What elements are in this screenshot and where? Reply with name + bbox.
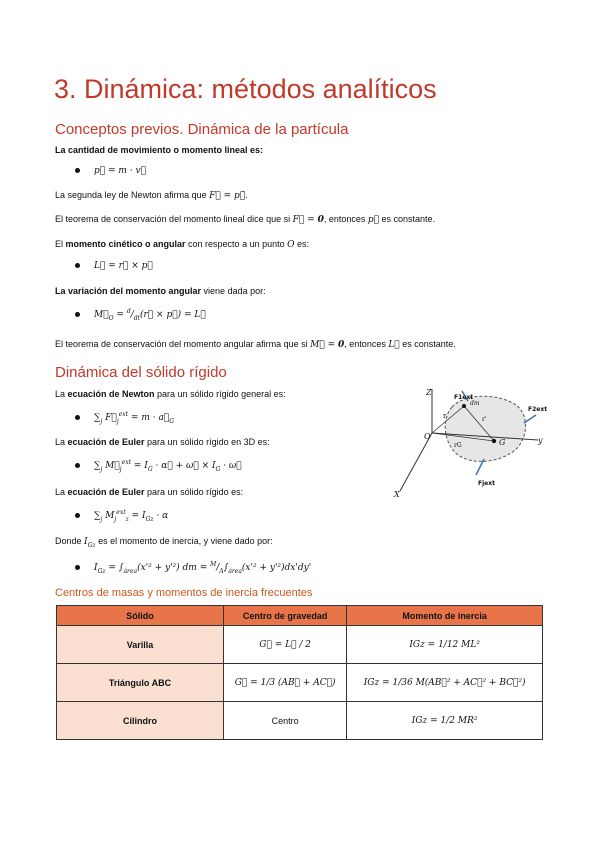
label-rg: rG	[454, 442, 462, 449]
text-conservacion-angular: El teorema de conservación del momento angular afirma que si M⃗ = 0, entonces L⃗ es constante.	[55, 339, 456, 350]
row-cg: G⃗ = 1/3 (AB⃗ + AC⃗)	[224, 664, 347, 702]
col-centro: Centro de gravedad	[224, 606, 347, 626]
text-momento-inercia: Donde $I_{Gz}$ es el momento de inercia, y viene dado por:	[55, 536, 273, 549]
text-conservacion-lineal: El teorema de conservación del momento lineal dice que si F⃗ = 0, entonces p⃗ es constante.	[55, 214, 436, 225]
text-variacion-momento: La variación del momento angular viene dada por:	[55, 286, 266, 296]
text-momento-lineal: La cantidad de movimiento o momento lineal es:	[55, 145, 264, 155]
text-momento-cinetico: El momento cinético o angular con respecto a un punto O es:	[55, 239, 310, 250]
label-rp: r'	[482, 416, 487, 423]
row-cg: Centro	[224, 702, 347, 740]
text-ecuacion-euler: La ecuación de Euler para un sólido rígido es:	[55, 487, 244, 497]
eq-euler: $\sum_j$ $M_j^{ext}_z = I_{Gz} \cdot \alpha$	[75, 509, 168, 523]
inertia-table	[56, 605, 543, 740]
section-heading-particle: Conceptos previos. Dinámica de la partícula	[55, 121, 349, 138]
text-ecuacion-euler-3d: La ecuación de Euler para un sólido rígido en 3D es:	[55, 437, 270, 447]
eq-momento-angular: L⃗ = r⃗ × p⃗	[75, 261, 153, 271]
rigid-body-diagram	[390, 385, 550, 503]
eq-momento-inercia: $I_{Gz} = \int_{área}(x'^2 + y'^2)$ dm = $^M/_A\int_{área}(x'^2 + y'^2)dx'dy'$	[75, 561, 311, 575]
label-x: X	[394, 490, 400, 499]
label-f1: F1ext	[454, 394, 474, 401]
row-cg: G⃗ = L⃗ / 2	[224, 626, 347, 664]
eq-euler-3d: $\sum_j$ $M⃗_j^{ext} = I_G$ · α⃗ + ω⃗ × $I_G$ · ω⃗	[75, 459, 242, 473]
label-origin: O	[424, 432, 431, 441]
label-g: G	[499, 438, 506, 447]
label-y: y	[538, 436, 543, 445]
label-dm: dm	[470, 400, 480, 407]
eq-variacion-momento: $M⃗_O$ = $^d/_{dt}(r⃗$ × p⃗) = L⃗̇	[75, 308, 206, 322]
page-title: 3. Dinámica: métodos analíticos	[54, 74, 437, 104]
label-fj: Fjext	[478, 480, 495, 487]
eq-newton: $\sum_j$ $F⃗_j^{ext} = m$ · $a⃗_G$	[75, 411, 174, 425]
section-heading-rigid: Dinámica del sólido rígido	[55, 364, 227, 381]
col-solido: Sólido	[57, 606, 224, 626]
text-segunda-ley: La segunda ley de Newton afirma que F⃗ = p⃗̇.	[55, 190, 248, 201]
row-name: Triángulo ABC	[57, 664, 224, 702]
label-r: r	[443, 412, 447, 420]
table-header-row	[57, 606, 543, 626]
row-name: Cilindro	[57, 702, 224, 740]
row-mi: IGz = 1/2 MR²	[347, 702, 543, 740]
table-row	[57, 626, 543, 664]
row-name: Varilla	[57, 626, 224, 664]
row-mi: IGz = 1/12 ML²	[347, 626, 543, 664]
label-z: Z	[426, 388, 432, 397]
table-row	[57, 702, 543, 740]
table-row	[57, 664, 543, 702]
label-f2: F2ext	[528, 406, 548, 413]
eq-momento-lineal: p⃗ = m · v⃗	[75, 166, 146, 176]
text-ecuacion-newton: La ecuación de Newton para un sólido rígido general es:	[55, 389, 286, 399]
col-momento: Momento de inercia	[347, 606, 543, 626]
row-mi: IGz = 1/36 M(AB⃗² + AC⃗² + BC⃗²)	[347, 664, 543, 702]
section-heading-table: Centros de masas y momentos de inercia frecuentes	[55, 587, 313, 599]
